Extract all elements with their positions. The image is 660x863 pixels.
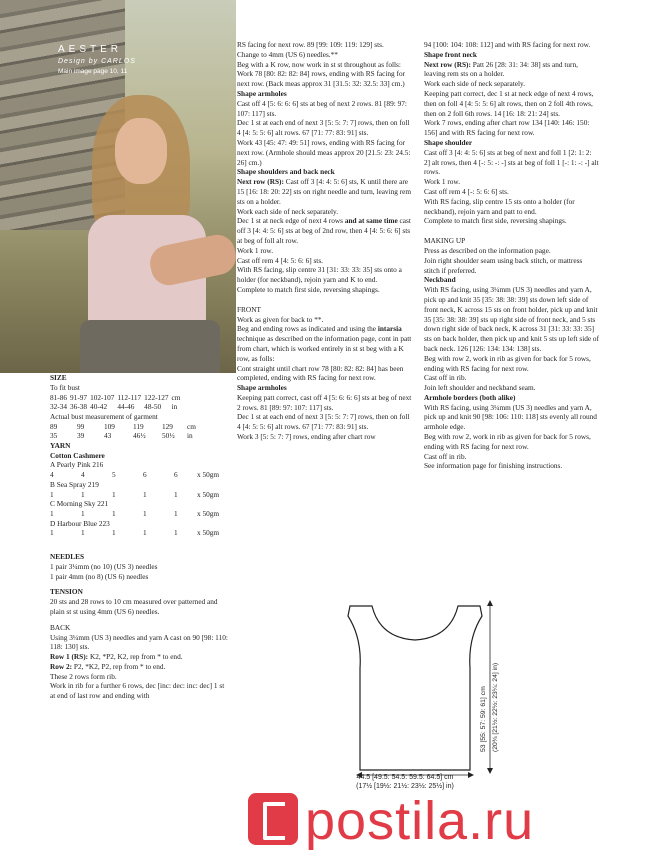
paragraph: 94 [100: 104: 108: 112] and with RS facing for next row. <box>424 40 591 49</box>
paragraph: Cont straight until chart row 78 [80: 82: 82: 84] has been completed, ending with RS facing for next row. <box>237 363 404 383</box>
yarn-name: Cotton Cashmere <box>50 450 105 460</box>
paragraph: Work 78 [80: 82: 82: 84] rows, ending with RS facing for next row. (Back meas approx 31 [31.5: 32: 32.5: 33] cm.) <box>237 69 406 89</box>
column-3 <box>424 40 599 471</box>
pattern-title: AESTER <box>58 44 123 55</box>
paragraph: Beg with a K row, now work in st st throughout as folls: <box>237 59 401 69</box>
yarn-item: D Harbour Blue 223 <box>50 518 110 528</box>
paragraph: Work each side of neck separately. <box>424 79 526 89</box>
yarn-item: A Pearly Pink 216 <box>50 460 104 470</box>
width-label: 44.5 [49.5: 54.5: 59.5: 64.5] cm (17½ [19½: 21½: 23½: 25½] in) <box>356 774 454 790</box>
shoulder-heading: Shape shoulder <box>424 137 473 147</box>
paragraph: Complete to match first side, reversing shapings. <box>237 284 380 294</box>
armholes-heading: Shape armholes <box>237 383 287 393</box>
yarn-item: B Sea Spray 219 <box>50 479 99 489</box>
paragraph: Keeping patt correct, dec 1 st at neck edge of next 4 rows, then on foll 4 [4: 5: 5: 6] alt rows, then on 2 foll 4th rows, then on 2 foll 6th rows. 14 [16: 18: 21: 24] sts. <box>424 88 594 118</box>
neckband-heading: Neckband <box>424 275 456 285</box>
actual-bust-label: Actual bust measurement of garment <box>50 411 158 421</box>
yarn-item: C Morning Sky 221 <box>50 499 109 509</box>
paragraph: Cast off in rib. <box>424 451 467 461</box>
paragraph: Dec 1 st at each end of next 3 [5: 5: 7: 7] rows, then on foll 4 [4: 5: 5: 6] alt rows. 67 [71: 77: 83: 91] sts. <box>237 412 410 432</box>
paragraph: Cast off 3 [4: 4: 5: 6] sts at beg of next and foll 1 [2: 1: 2: 2] alt rows, then 4 [-: 5: -: -] sts at beg of foll 1 [-: 1: -: -] alt rows. <box>424 147 599 177</box>
row-2: Row 2: P2, *K2, P2, rep from * to end. <box>50 661 166 671</box>
page-reference: Main image page 10, 11 <box>58 68 128 75</box>
paragraph: Next row (RS): Patt 26 [28: 31: 34: 38] sts and turn, leaving rem sts on a holder. <box>424 59 578 79</box>
size-row-in: 32-34 36-38 40-42 44-46 48-50 in <box>50 402 178 412</box>
size-sub: To fit bust <box>50 382 80 392</box>
column-1 <box>50 373 228 701</box>
paragraph: Cast off rem 4 [4: 5: 6: 6] sts. <box>237 255 324 265</box>
paragraph: Join right shoulder seam using back stitch, or mattress stitch if preferred. <box>424 255 583 275</box>
designer-credit: Design by CARLOS <box>58 58 136 65</box>
row-1: Row 1 (RS): K2, *P2, K2, rep from * to end. <box>50 652 183 662</box>
watermark-text: postila.ru <box>305 791 535 851</box>
paragraph: Beg with row 2, work in rib as given for back for 5 rows, ending with RS facing for next row. <box>424 432 591 451</box>
photo-caption <box>58 44 136 75</box>
yarn-heading: YARN <box>50 440 71 450</box>
back-heading: BACK <box>50 622 71 632</box>
paragraph: Cast off rem 4 [-: 5: 6: 6] sts. <box>424 186 509 196</box>
paragraph: With RS facing, using 3¼mm (US 3) needles and yarn A, pick up and knit 90 [98: 106: 110: 118] sts evenly all round armhole edge. <box>424 402 597 432</box>
paragraph: Join left shoulder and neckband seam. <box>424 383 536 393</box>
paragraph: Press as described on the information page. <box>424 245 551 255</box>
size-heading: SIZE <box>50 373 67 382</box>
paragraph: Beg and ending rows as indicated and using the intarsia technique as described on the information page, cont in patt from chart, which is worked entirely in st st beg with a K row, as folls: <box>237 324 412 363</box>
paragraph: RS facing for next row. 89 [99: 109: 119: 129] sts. <box>237 40 384 49</box>
paragraph: Change to 4mm (US 6) needles.** <box>237 49 338 59</box>
height-label: 53 [55: 57: 59: 61] cm (20¾ [21½: 22½: 23¼: 24] in) <box>480 662 499 752</box>
garment-schematic <box>330 598 500 778</box>
garment-outline <box>348 606 482 770</box>
back-text: Work in rib for a further 6 rows, dec [inc: dec: inc: dec] 1 st at end of last row and ending with <box>50 681 225 701</box>
paragraph: Work as given for back to **. <box>237 314 324 324</box>
paragraph: With RS facing, slip centre 31 [31: 33: 33: 35] sts onto a holder (for neckband), rejoin yarn and K to end. <box>237 265 402 285</box>
armhole-borders-heading: Armhole borders (both alike) <box>424 392 516 402</box>
column-2 <box>237 40 414 442</box>
making-up-heading: MAKING UP <box>424 236 466 246</box>
paragraph: Cast off 4 [5: 6: 6: 6] sts at beg of next 2 rows. 81 [89: 97: 107: 117] sts. <box>237 98 407 118</box>
shoulders-heading: Shape shoulders and back neck <box>237 167 335 177</box>
face <box>115 118 167 184</box>
paragraph: Complete to match first side, reversing shapings. <box>424 216 567 226</box>
model-photo <box>0 0 236 373</box>
tension-text: 20 sts and 28 rows to 10 cm measured over patterned and plain st st using 4mm (US 6) needles. <box>50 597 218 616</box>
paragraph: Work each side of neck separately. <box>237 206 339 216</box>
paragraph: Keeping patt correct, cast off 4 [5: 6: 6: 6] sts at beg of next 2 rows. 81 [89: 97: 107: 117] sts. <box>237 392 412 412</box>
paragraph: With RS facing, using 3¼mm (US 3) needles and yarn A, pick up and knit 35 [35: 38: 38: 39] sts down left side of front neck, K across 15 sts on front holder, pick up and knit 35 [35: 38: 38: 39] sts up right side of front neck, and 5 sts down right side of back neck, K across 31 [31: 33: 33: 35] sts on back holder, then pick up and knit 5 sts up left side of back neck. 126 [126: 134: 134: 138] sts. <box>424 285 600 353</box>
size-table <box>50 393 183 412</box>
yarn-list: A Pearly Pink 216 4 4 5 6 6 x 50gm B Sea Spray 219 1 1 1 1 1 x 50gm C Morning Sky 221 1 1 1 1 1 x 50gm D Harbour Blue 223 1 1 1 1 1 x 50gm <box>50 460 228 538</box>
front-neck-heading: Shape front neck <box>424 49 477 59</box>
paragraph: With RS facing, slip centre 15 sts onto a holder (for neckband), rejoin yarn and patt to end. <box>424 196 575 216</box>
needle-item: 1 pair 4mm (no 8) (US 6) needles <box>50 571 149 581</box>
tension-heading: TENSION <box>50 587 83 597</box>
paragraph: See information page for finishing instructions. <box>424 461 563 471</box>
shorts <box>80 320 220 373</box>
actual-bust-table: 89 99 109 119 129 cm 35 39 43 46½ 50½ in <box>50 421 196 441</box>
armholes-heading: Shape armholes <box>237 88 287 98</box>
paragraph: Cast off in rib. <box>424 373 467 383</box>
front-heading: FRONT <box>237 304 261 314</box>
paragraph: Work 3 [5: 5: 7: 7] rows, ending after chart row <box>237 432 376 442</box>
paragraph: Work 7 rows, ending after chart row 134 [140: 146: 150: 156] and with RS facing for next row. <box>424 118 590 138</box>
needle-item: 1 pair 3¼mm (no 10) (US 3) needles <box>50 561 158 571</box>
paragraph: Work 43 [45: 47: 49: 51] rows, ending with RS facing for next row. (Armhole should meas approx 20 [21.5: 23: 24.5: 26] cm.) <box>237 137 411 167</box>
paragraph: Dec 1 st at each end of next 3 [5: 5: 7: 7] rows, then on foll 4 [4: 5: 5: 6] alt rows. 67 [71: 77: 83: 91] sts. <box>237 118 410 138</box>
paragraph: Dec 1 st at neck edge of next 4 rows and at same time cast off 3 [4: 4: 5: 6] sts at beg of 2nd row, then 4 [4: 5: 6: 6] sts at beg of foll alt row. <box>237 216 411 245</box>
postila-logo-icon <box>248 793 298 845</box>
paragraph: Work 1 row. <box>237 245 274 255</box>
paragraph: Next row (RS): Cast off 3 [4: 4: 5: 6] sts, K until there are 15 [16: 18: 20: 22] sts on right needle and turn, leaving rem sts on a holder. <box>237 177 412 206</box>
paragraph: Beg with row 2, work in rib as given for back for 5 rows, ending with RS facing for next row. <box>424 353 591 373</box>
paragraph: Work 1 row. <box>424 177 461 187</box>
back-text: These 2 rows form rib. <box>50 671 117 681</box>
back-text: Using 3¼mm (US 3) needles and yarn A cast on 90 [98: 110: 118: 130] sts. <box>50 632 228 652</box>
needles-heading: NEEDLES <box>50 551 85 561</box>
size-row-cm: 81-86 91-97 102-107 112-117 122-127 cm <box>50 392 181 402</box>
